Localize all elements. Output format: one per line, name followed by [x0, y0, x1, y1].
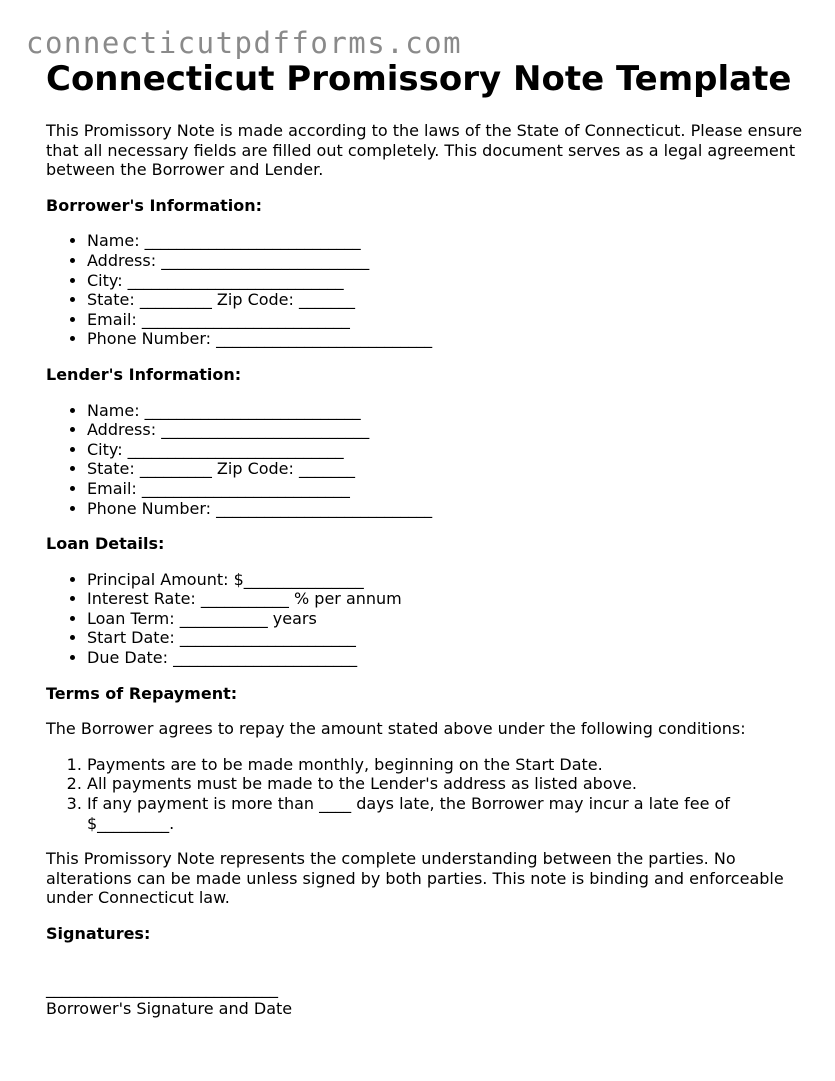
- borrower-signature-line: _____________________________: [46, 979, 278, 999]
- borrower-state-zip-field: • State: _________ Zip Code: _______: [87, 290, 806, 310]
- borrower-signature-block: [46, 960, 806, 1019]
- interest-rate-field: • Interest Rate: ___________ % per annum: [87, 589, 806, 609]
- principal-amount-field: • Principal Amount: $_______________: [87, 570, 806, 590]
- document-body: [46, 58, 806, 1018]
- loan-details-heading: Loan Details:: [46, 534, 165, 554]
- due-date-field: • Due Date: _______________________: [87, 648, 806, 668]
- closing-paragraph: This Promissory Note represents the complete understanding between the parties. No alterations can be made unless signed by both parties. This note is binding and enforceable under Connecticut law.: [46, 849, 784, 908]
- document-title: Connecticut Promissory Note Template: [46, 59, 792, 99]
- lender-email-field: • Email: __________________________: [87, 479, 806, 499]
- borrower-address-field: • Address: __________________________: [87, 251, 806, 271]
- loan-term-field: • Loan Term: ___________ years: [87, 609, 806, 629]
- repayment-condition-address: 2. All payments must be made to the Lender's address as listed above.: [87, 774, 806, 794]
- repayment-condition-late-fee: 3. If any payment is more than ____ days late, the Borrower may incur a late fee of $_________.: [87, 794, 806, 833]
- start-date-field: • Start Date: ______________________: [87, 628, 806, 648]
- lender-name-field: • Name: ___________________________: [87, 401, 806, 421]
- borrower-signature-label: Borrower's Signature and Date: [46, 998, 293, 1018]
- lender-state-zip-field: • State: _________ Zip Code: _______: [87, 459, 806, 479]
- loan-details-list: [46, 570, 806, 668]
- lender-info-heading: Lender's Information:: [46, 364, 242, 384]
- borrower-phone-field: • Phone Number: ___________________________: [87, 329, 806, 349]
- intro-paragraph: This Promissory Note is made according to the laws of the State of Connecticut. Please ensure that all necessary fields are filled out completely. This document serves as a legal agreement between the Borrower and Lender.: [46, 121, 803, 180]
- site-watermark: connecticutpdfforms.com: [26, 26, 463, 60]
- repayment-conditions-list: [46, 755, 806, 833]
- repayment-condition-monthly: 1. Payments are to be made monthly, beginning on the Start Date.: [87, 755, 806, 775]
- borrower-info-list: [46, 231, 806, 349]
- lender-phone-field: • Phone Number: ___________________________: [87, 499, 806, 519]
- borrower-city-field: • City: ___________________________: [87, 271, 806, 291]
- borrower-email-field: • Email: __________________________: [87, 310, 806, 330]
- borrower-name-field: • Name: ___________________________: [87, 231, 806, 251]
- repayment-terms-heading: Terms of Repayment:: [46, 683, 238, 703]
- borrower-info-heading: Borrower's Information:: [46, 195, 263, 215]
- lender-city-field: • City: ___________________________: [87, 440, 806, 460]
- lender-info-list: [46, 401, 806, 519]
- lender-address-field: • Address: __________________________: [87, 420, 806, 440]
- repayment-intro: The Borrower agrees to repay the amount stated above under the following conditions:: [46, 719, 746, 739]
- signatures-heading: Signatures:: [46, 924, 151, 943]
